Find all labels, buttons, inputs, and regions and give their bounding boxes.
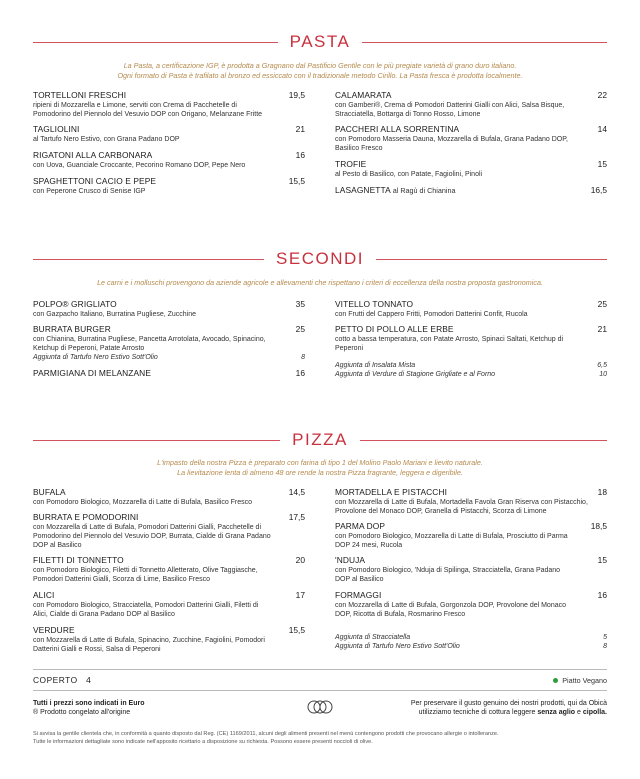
menu-item bbox=[33, 625, 305, 654]
item-price: 21 bbox=[295, 124, 305, 134]
pizza-intro bbox=[33, 458, 607, 478]
item-price: 16,5 bbox=[590, 185, 607, 195]
menu-item bbox=[33, 150, 305, 170]
item-name: BURRATA E POMODORINI bbox=[33, 512, 139, 522]
item-description: al Pesto di Basilico, con Patate, Fagiolini, Pinoli bbox=[335, 171, 483, 178]
menu-item bbox=[335, 521, 607, 550]
item-description: con Mozzarella di Latte di Bufala, Mortadella Favola Gran Riserva con Pistacchio, Provolone del Monaco DOP, Granella di Pistacchi, Scorza di Limone bbox=[335, 499, 588, 515]
extra-price: 5 bbox=[603, 634, 607, 641]
coperto-label: COPERTO bbox=[33, 675, 78, 685]
divider bbox=[360, 440, 607, 441]
item-description: con Gazpacho Italiano, Burratina Pugliese, Zucchine bbox=[33, 311, 197, 318]
cooking-note-bold: cipolla. bbox=[582, 709, 607, 716]
menu-item bbox=[33, 124, 305, 144]
intro-line: Ogni formato di Pasta è trafilato al bronzo ed essiccato con il tradizionale metodo Cirillo. La Pasta fresca è prodotta localmente. bbox=[117, 71, 523, 80]
item-description: con Pomodoro Biologico, Mozzarella di Latte di Bufala, Basilico Fresco bbox=[33, 499, 253, 506]
item-description: con Pomodoro Biologico, 'Nduja di Spilinga, Stracciatella, Grana Padano DOP al Basilico bbox=[335, 567, 561, 583]
menu-item bbox=[335, 299, 607, 319]
section-title-pizza: PIZZA bbox=[292, 430, 348, 449]
addon-label: Aggiunta di Tartufo Nero Estivo Sott'Olio bbox=[33, 354, 158, 361]
item-name: PARMA DOP bbox=[335, 521, 386, 531]
item-price: 25 bbox=[295, 324, 305, 334]
pasta-intro bbox=[33, 61, 607, 81]
divider bbox=[33, 669, 607, 670]
item-description: con Uova, Guanciale Croccante, Pecorino Romano DOP, Pepe Nero bbox=[33, 162, 246, 169]
cooking-note-and: e bbox=[577, 709, 581, 716]
item-price: 20 bbox=[295, 555, 305, 565]
item-description: con Pomodoro Biologico, Stracciatella, Pomodori Datterini Gialli, Filetti di Alici, Cialde di Grana Padano DOP al Basilico bbox=[33, 602, 259, 618]
item-name: PETTO DI POLLO ALLE ERBE bbox=[335, 324, 454, 334]
section-title-pasta: PASTA bbox=[289, 32, 351, 51]
item-name: VITELLO TONNATO bbox=[335, 299, 414, 309]
secondi-header bbox=[33, 247, 607, 271]
item-name: 'NDUJA bbox=[335, 555, 366, 565]
item-inline-description: al Ragù di Chianina bbox=[392, 186, 456, 195]
item-name: MORTADELLA E PISTACCHI bbox=[335, 487, 448, 497]
frozen-note: ® Prodotto congelato all'origine bbox=[33, 709, 131, 716]
disclaimer-line: Si avvisa la gentile clientela che, in conformità a quanto disposto dal Reg. (CE) 1169/2011, alcuni degli alimenti presenti nel menù contengono prodotti che provocano allergie o intolleranze. bbox=[33, 731, 499, 737]
menu-item bbox=[33, 176, 305, 196]
extras bbox=[335, 633, 607, 651]
vegan-legend bbox=[553, 676, 607, 685]
extras bbox=[335, 361, 607, 379]
vegan-label: Piatto Vegano bbox=[562, 676, 607, 685]
divider bbox=[362, 42, 607, 43]
item-addon bbox=[33, 353, 305, 362]
cooking-note-bold: senza aglio bbox=[537, 709, 576, 716]
item-name: LASAGNETTA bbox=[335, 185, 391, 195]
item-price: 35 bbox=[295, 299, 305, 309]
item-description: cotto a bassa temperatura, con Patate Arrosto, Spinaci Saltati, Ketchup di Peperoni bbox=[335, 336, 564, 352]
intro-line: La lievitazione lenta di almeno 48 ore rende la nostra Pizza fragrante, leggera e digeribile. bbox=[177, 468, 463, 477]
extra-item bbox=[335, 642, 607, 651]
menu-item bbox=[335, 159, 607, 179]
menu-item bbox=[33, 487, 305, 507]
item-price: 16 bbox=[597, 590, 607, 600]
intro-line: Le carni e i molluschi provengono da aziende agricole e allevamenti che rispettano i criteri di eccellenza della nostra proposta gastronomica. bbox=[97, 278, 543, 287]
item-name: VERDURE bbox=[33, 625, 75, 635]
extra-item bbox=[335, 633, 607, 642]
item-name: CALAMARATA bbox=[335, 90, 392, 100]
menu-item bbox=[33, 590, 305, 619]
item-price: 17 bbox=[295, 590, 305, 600]
item-name: TROFIE bbox=[335, 159, 367, 169]
coperto-price: 4 bbox=[86, 675, 92, 685]
menu-item bbox=[335, 90, 607, 119]
intro-line: La Pasta, a certificazione IGP, è prodotta a Gragnano dal Pastificio Gentile con le più pregiate varietà di grano duro italiano. bbox=[123, 61, 517, 70]
item-name: POLPO® GRIGLIATO bbox=[33, 299, 117, 309]
menu-item bbox=[33, 512, 305, 550]
item-name: RIGATONI ALLA CARBONARA bbox=[33, 150, 153, 160]
coperto bbox=[33, 675, 91, 685]
extra-price: 10 bbox=[599, 371, 607, 378]
item-price: 14 bbox=[597, 124, 607, 134]
item-name: ALICI bbox=[33, 590, 55, 600]
item-price: 15 bbox=[597, 159, 607, 169]
extra-price: 6,5 bbox=[597, 362, 607, 369]
menu-item bbox=[335, 590, 607, 619]
vegan-dot-icon bbox=[553, 678, 558, 683]
item-price: 25 bbox=[597, 299, 607, 309]
secondi-intro bbox=[33, 278, 607, 288]
menu-item bbox=[335, 124, 607, 153]
item-description: al Tartufo Nero Estivo, con Grana Padano DOP bbox=[33, 136, 180, 143]
item-price: 16 bbox=[295, 368, 305, 378]
item-name: PARMIGIANA DI MELANZANE bbox=[33, 368, 152, 378]
item-name: BURRATA BURGER bbox=[33, 324, 111, 334]
item-price: 15,5 bbox=[288, 176, 305, 186]
extra-item bbox=[335, 361, 607, 370]
menu-item bbox=[33, 90, 305, 119]
menu-item bbox=[33, 299, 305, 319]
item-description: con Chianina, Burratina Pugliese, Pancetta Arrotolata, Avocado, Spinacino, Ketchup di Peperoni, Patate Arrosto bbox=[33, 336, 266, 352]
intro-line: L'impasto della nostra Pizza è preparato con farina di tipo 1 del Molino Paolo Mariani e lievito naturale. bbox=[157, 458, 483, 467]
disclaimer-line: Tutte le informazioni dettagliate sono indicate nell'apposito ricettario a disposizione su richiesta. Possono essere presenti noccioli di olive. bbox=[33, 739, 373, 745]
footer-notes bbox=[33, 699, 144, 717]
section-title-secondi: SECONDI bbox=[276, 249, 364, 268]
item-price: 16 bbox=[295, 150, 305, 160]
allergen-disclaimer bbox=[33, 730, 607, 746]
item-description: con Pomodoro Biologico, Mozzarella di Latte di Bufala, Prosciutto di Parma DOP 24 mesi, Rucola bbox=[335, 533, 568, 549]
item-name: PACCHERI ALLA SORRENTINA bbox=[335, 124, 460, 134]
item-price: 15 bbox=[597, 555, 607, 565]
cooking-note-line: Per preservare il gusto genuino dei nostri prodotti, qui da Obicà bbox=[410, 700, 607, 707]
prices-note: Tutti i prezzi sono indicati in Euro bbox=[33, 700, 145, 707]
item-name: TAGLIOLINI bbox=[33, 124, 80, 134]
item-price: 15,5 bbox=[288, 625, 305, 635]
item-description: con Pomodoro Biologico, Filetti di Tonnetto Alletterato, Olive Taggiasche, Pomodori Datterini Gialli, Scorza di Lime, Basilico Fresco bbox=[33, 567, 258, 583]
obica-logo-icon bbox=[305, 698, 335, 716]
item-description: con Pomodoro Masseria Dauna, Mozzarella di Bufala, Grana Padano DOP, Basilico Fresco bbox=[335, 136, 568, 152]
extra-label: Aggiunta di Verdure di Stagione Grigliate e al Forno bbox=[335, 371, 496, 378]
item-description: con Mozzarella di Latte di Bufala, Pomodori Datterini Gialli, Pacchetelle di Pomodorino del Piennolo del Vesuvio DOP, Burrata, Cialde di Grana Padano DOP al Basilico bbox=[33, 524, 271, 549]
cooking-note-line: utilizziamo tecniche di cottura leggere bbox=[418, 709, 536, 716]
item-description: con Gamberi®, Crema di Pomodori Datterini Gialli con Alici, Salsa Bisque, Stracciatella, Bottarga di Tonno Rosso, Limone bbox=[335, 102, 565, 118]
divider bbox=[33, 690, 607, 691]
pizza-header bbox=[33, 428, 607, 452]
item-price: 14,5 bbox=[288, 487, 305, 497]
cooking-note bbox=[367, 699, 607, 717]
pasta-header bbox=[33, 30, 607, 54]
divider bbox=[33, 42, 278, 43]
item-price: 21 bbox=[597, 324, 607, 334]
item-description: con Peperone Crusco di Senise IGP bbox=[33, 188, 146, 195]
item-name: SPAGHETTONI CACIO E PEPE bbox=[33, 176, 157, 186]
menu-item bbox=[335, 555, 607, 584]
menu-item bbox=[335, 324, 607, 353]
divider bbox=[33, 259, 264, 260]
extra-label: Aggiunta di Stracciatella bbox=[335, 634, 411, 641]
item-description: con Frutti del Cappero Fritti, Pomodori Datterini Confit, Rucola bbox=[335, 311, 528, 318]
item-price: 18 bbox=[597, 487, 607, 497]
item-name: FILETTI DI TONNETTO bbox=[33, 555, 124, 565]
menu-item bbox=[33, 324, 305, 362]
item-name: TORTELLONI FRESCHI bbox=[33, 90, 127, 100]
item-price: 22 bbox=[597, 90, 607, 100]
extra-label: Aggiunta di Insalata Mista bbox=[335, 362, 416, 369]
item-name: BUFALA bbox=[33, 487, 66, 497]
menu-item bbox=[33, 368, 305, 378]
extra-price: 8 bbox=[603, 643, 607, 650]
item-description: con Mozzarella di Latte di Bufala, Gorgonzola DOP, Provolone del Monaco DOP, Ricotta di Bufala, Rosmarino Fresco bbox=[335, 602, 567, 618]
item-description: con Mozzarella di Latte di Bufala, Spinacino, Zucchine, Fagiolini, Pomodori Datterini Gialli e Rossi, Salsa di Peperoni bbox=[33, 637, 265, 653]
item-description: ripieni di Mozzarella e Limone, serviti con Crema di Pacchetelle di Pomodorino del Piennolo del Vesuvio DOP con Origano, Melanzane Fritte bbox=[33, 102, 263, 118]
divider bbox=[33, 440, 280, 441]
menu-item bbox=[335, 185, 607, 195]
menu-item bbox=[335, 487, 607, 516]
item-price: 19,5 bbox=[288, 90, 305, 100]
extra-item bbox=[335, 370, 607, 379]
menu-item bbox=[33, 555, 305, 584]
item-name: FORMAGGI bbox=[335, 590, 382, 600]
extra-label: Aggiunta di Tartufo Nero Estivo Sott'Olio bbox=[335, 643, 460, 650]
item-price: 18,5 bbox=[590, 521, 607, 531]
item-price: 17,5 bbox=[288, 512, 305, 522]
addon-price: 8 bbox=[301, 354, 305, 361]
divider bbox=[376, 259, 607, 260]
